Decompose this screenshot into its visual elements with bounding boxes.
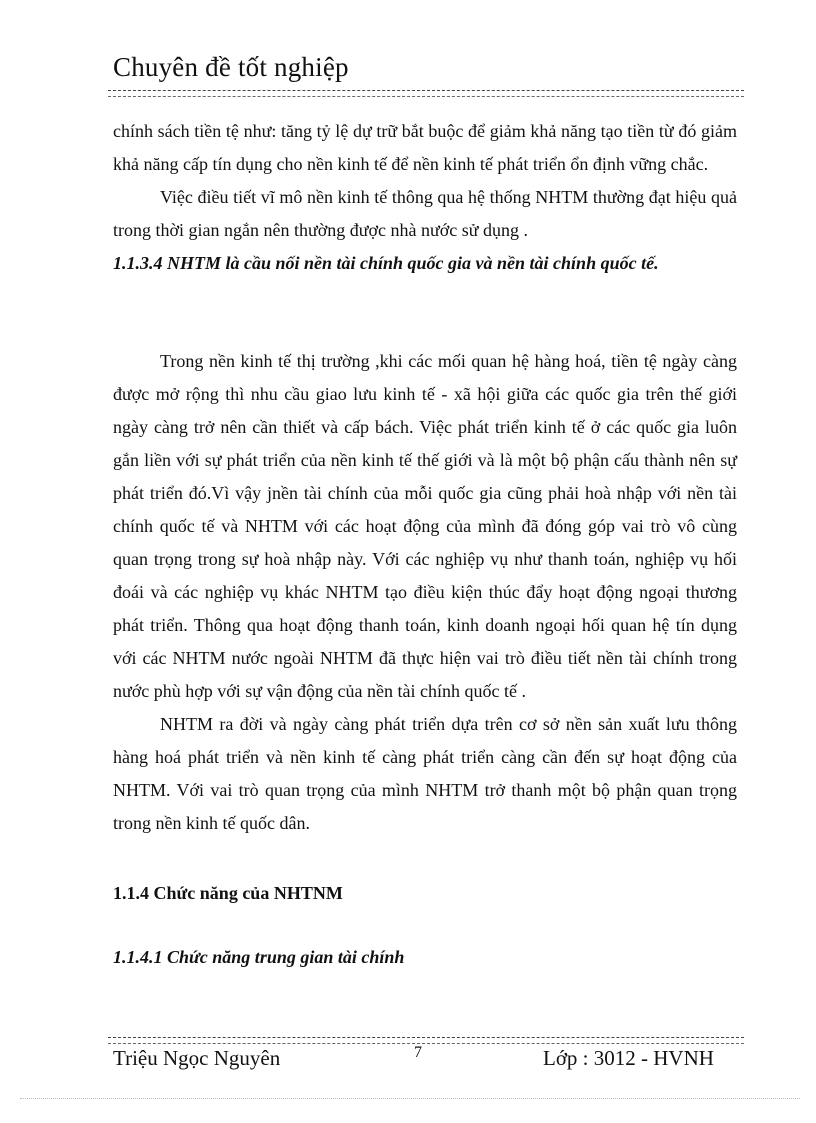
footer-class-label: Lớp : 3012 - HVNH bbox=[543, 1046, 714, 1070]
section-1-1-4-block bbox=[113, 877, 737, 910]
footer-divider bbox=[108, 1037, 744, 1038]
section-heading-1-1-4-1: 1.1.4.1 Chức năng trung gian tài chính bbox=[113, 947, 405, 967]
section-heading-1-1-4: 1.1.4 Chức năng của NHTNM bbox=[113, 883, 343, 903]
paragraph-development: NHTM ra đời và ngày càng phát triển dựa trên cơ sở nền sản xuất lưu thông hàng hoá phát triển và nền kinh tế càng phát triển càng cần đến sự hoạt động của NHTM. Với vai trò quan trọng của mình NHTM trở thanh một bộ phận quan trọng trong nền kinh tế quốc dân. bbox=[113, 714, 737, 833]
document-title: Chuyên đề tốt nghiệp bbox=[113, 52, 349, 82]
footer-author: Triệu Ngọc Nguyên bbox=[113, 1046, 281, 1070]
header-divider bbox=[108, 90, 744, 91]
paragraph-continuation: chính sách tiền tệ như: tăng tỷ lệ dự trữ bắt buộc để giảm khả năng tạo tiền từ đó giảm khả năng cấp tín dụng cho nền kinh tế để nền kinh tế phát triển ổn định vững chắc. bbox=[113, 121, 737, 174]
page-body-lower bbox=[113, 345, 737, 840]
page-body-upper bbox=[113, 115, 737, 280]
paragraph-international-finance: Trong nền kinh tế thị trường ,khi các mối quan hệ hàng hoá, tiền tệ ngày càng được mở rộng thì nhu cầu giao lưu kinh tế - xã hội giữa các quốc gia trên thế giới ngày càng trở nên cần thiết và cấp bách. Việc phát triển kinh tế ở các quốc gia luôn gắn liền với sự phát triển của nền kinh tế thế giới và là một bộ phận cấu thành nên sự phát triển đó.Vì vậy jnền tài chính của mỗi quốc gia cũng phải hoà nhập với nền tài chính quốc tế và NHTM với các hoạt động của mình đã đóng góp vai trò vô cùng quan trọng trong sự hoà nhập này. Với các nghiệp vụ như thanh toán, nghiệp vụ hối đoái và các nghiệp vụ khác NHTM tạo điều kiện thúc đẩy hoạt động ngoại thương phát triển. Thông qua hoạt động thanh toán, kinh doanh ngoại hối quan hệ tín dụng với các NHTM nước ngoài NHTM đã thực hiện vai trò điều tiết nền tài chính trong nước phù hợp với sự vận động của nền tài chính quốc tế . bbox=[113, 351, 737, 701]
paragraph-regulation: Việc điều tiết vĩ mô nền kinh tế thông qua hệ thống NHTM thường đạt hiệu quả trong thời gian ngắn nên thường được nhà nước sử dụng . bbox=[113, 187, 737, 240]
section-1-1-4-1-block bbox=[113, 941, 737, 974]
page-bottom-edge bbox=[20, 1098, 800, 1099]
page-number: 7 bbox=[414, 1044, 422, 1061]
section-heading-1-1-3-4: 1.1.3.4 NHTM là cầu nối nền tài chính quốc gia và nền tài chính quốc tế. bbox=[113, 253, 659, 273]
footer-divider-secondary bbox=[108, 1043, 744, 1044]
header-divider-secondary bbox=[108, 96, 744, 97]
